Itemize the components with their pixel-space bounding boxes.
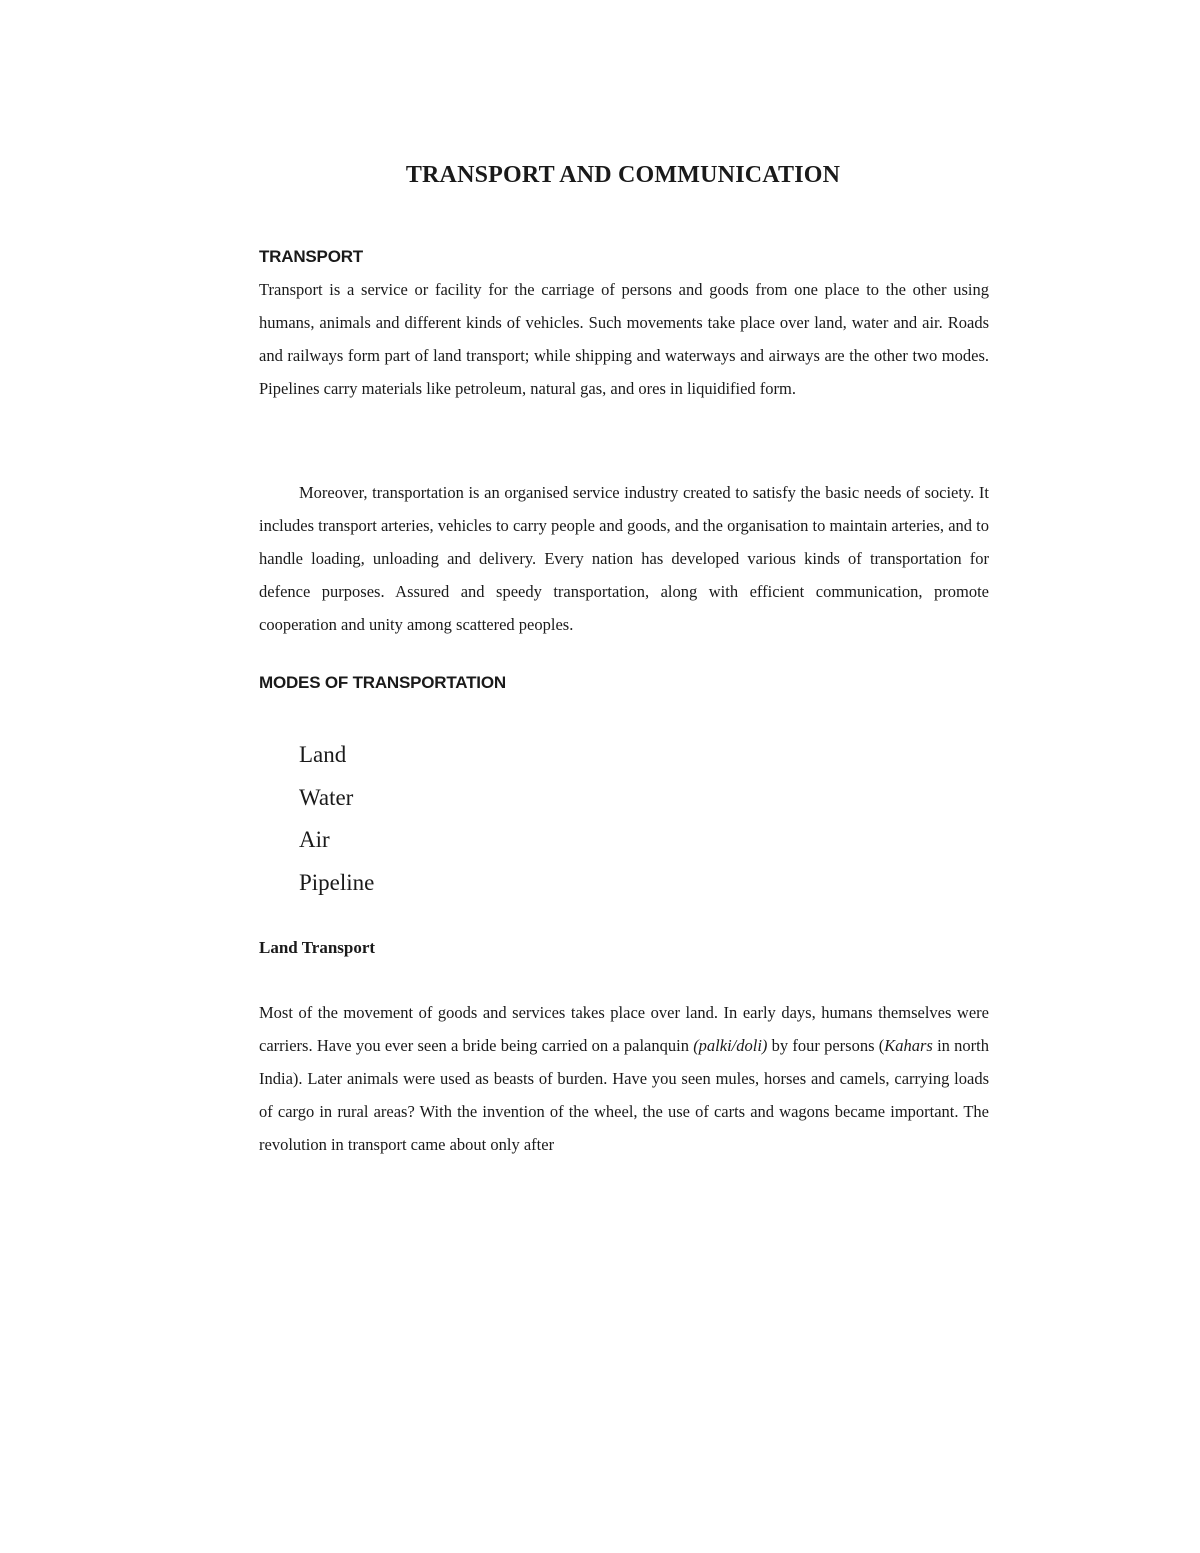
mode-item-land: Land (299, 742, 347, 767)
mode-item-air: Air (299, 827, 330, 852)
transport-paragraph-1: Transport is a service or facility for the carriage of persons and goods from one place to the other using humans, animals and different kinds of vehicles. Such movements take place over land, water and air. Roads and railways form part of land transport; while shipping and waterways and airways are the other two modes. Pipelines carry materials like petroleum, natural gas, and ores in liquidified form. (259, 280, 989, 398)
land-transport-text-1: Most of the movement of goods and services takes place over land. In early days, humans themselves were carriers. Have you ever seen a bride being carried on a palanquin (259, 1003, 989, 1055)
mode-item-pipeline: Pipeline (299, 869, 375, 895)
document-title: TRANSPORT AND COMMUNICATION (405, 162, 841, 188)
modes-heading: MODES OF TRANSPORTATION (259, 673, 506, 692)
modes-list (299, 734, 374, 904)
land-transport-heading: Land Transport (259, 938, 376, 957)
kahars-term: Kahars (884, 1036, 933, 1055)
transport-heading: TRANSPORT (259, 247, 363, 266)
land-transport-paragraph (259, 996, 989, 1161)
transport-paragraph-2: Moreover, transportation is an organised service industry created to satisfy the basic needs of society. It includes transport arteries, vehicles to carry people and goods, and the organisation to maintain arteries, and to handle loading, unloading and delivery. Every nation has developed various kinds of transportation for defence purposes. Assured and speedy transportation, along with efficient communication, promote cooperation and unity among scattered peoples. (259, 483, 989, 634)
mode-item-water: Water (299, 784, 354, 810)
palki-doli-term: (palki/doli) (693, 1036, 768, 1055)
land-transport-text-2: by four persons ( (767, 1036, 885, 1055)
land-transport-text-3: in north India). Later animals were used as beasts of burden. Have you seen mules, horses and camels, carrying loads of cargo in rural areas? With the invention of the wheel, the use of carts and wagons became important. The revolution in transport came about only after (259, 1036, 989, 1154)
